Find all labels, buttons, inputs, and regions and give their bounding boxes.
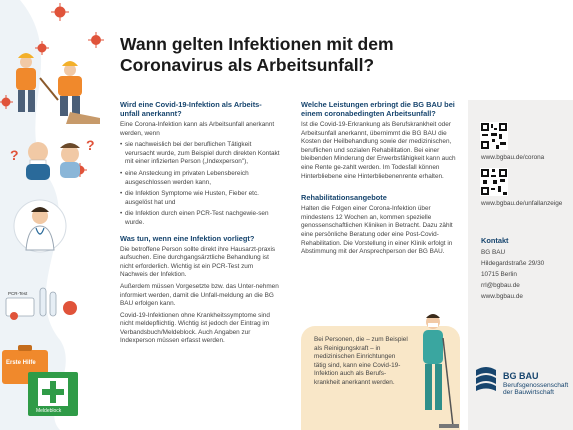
contact-heading: Kontakt xyxy=(481,236,509,245)
bg-bau-logo-text xyxy=(503,373,568,397)
paragraph-what-to-do-2: Außerdem müssen Vorgesetzte bzw. das Unter-nehmen informiert werden, damit die Unfall-meldung an die BG BAU erfolgen kann. xyxy=(120,282,279,308)
doctor-illustration xyxy=(14,200,66,252)
logo-line-1: Berufsgenossenschaft xyxy=(503,381,569,389)
section-heading-what-to-do: Was tun, wenn eine Infektion vorliegt? xyxy=(120,233,255,243)
qr-code-icon[interactable] xyxy=(480,122,508,150)
contact-website[interactable]: www.bgbau.de xyxy=(481,293,523,300)
contact-line: Hildegardstraße 29/30 xyxy=(481,260,545,267)
virus-icon xyxy=(88,32,104,48)
virus-icon xyxy=(51,3,69,21)
list-item: • eine Ansteckung im privaten Lebensbereich ausgeschlossen werden kann, xyxy=(120,170,280,187)
pcr-test-label: PCR-Test xyxy=(8,291,28,296)
cleaner-illustration xyxy=(409,308,459,430)
contact-line: BG BAU xyxy=(481,249,506,256)
list-item: • die Infektion durch einen PCR-Test nachgewie-sen wurde. xyxy=(120,210,280,227)
paragraph-recognition-intro: Eine Corona-Infektion kann als Arbeitsunfall anerkannt werden, wenn xyxy=(120,121,275,137)
link-unfallanzeige[interactable]: www.bgbau.de/unfallanzeige xyxy=(481,200,563,207)
column-left xyxy=(120,100,280,349)
title-line-1: Wann gelten Infektionen mit dem xyxy=(120,34,394,54)
section-heading-rehabilitation: Rehabilitationsangebote xyxy=(301,193,387,203)
page-title xyxy=(120,34,450,76)
link-corona[interactable]: www.bgbau.de/corona xyxy=(481,154,545,161)
list-item: • sie nachweislich bei der beruflichen Tätigkeit verursacht wurde, zum Beispiel durch direkten Kontakt mit einer infizierten Person („Indexperson"), xyxy=(120,141,280,167)
logo-name: BG BAU xyxy=(503,371,539,381)
contact-email[interactable]: rrl@bgbau.de xyxy=(481,282,520,289)
title-line-2: Coronavirus als Arbeitsunfall? xyxy=(120,55,375,75)
criteria-list xyxy=(120,141,280,227)
list-item: • die Infektion Symptome wie Husten, Fieber etc. ausgelöst hat und xyxy=(120,190,280,207)
column-middle xyxy=(301,100,459,260)
callout-text: Bei Personen, die – zum Beispiel als Reinigungskraft – in medizinischen Einrichtungen tätig sind, kann eine Covid-19-Infektion auch als Berufs-krankheit anerkannt werden. xyxy=(314,336,408,386)
paragraph-rehabilitation: Halten die Folgen einer Corona-Infektion über mindestens 12 Wochen an, kommen spezielle genossenschaftlichen Kliniken in Betracht. Dazu zählt eine persönliche Beratung oder eine Post-Covid-Rehabilitation. Die Vorstellung in einer Klinik erfolgt in Abstimmung mit der Ansprechperson der BG BAU. xyxy=(301,205,453,256)
first-aid-label: Erste Hilfe xyxy=(6,360,36,366)
contact-block xyxy=(481,247,544,302)
info-callout xyxy=(301,326,460,430)
section-heading-recognition: Wird eine Covid-19-Infektion als Arbeits-unfall anerkannt? xyxy=(120,100,262,118)
qr-code-icon[interactable] xyxy=(480,168,508,196)
illustration-column xyxy=(0,0,115,430)
svg-text:?: ? xyxy=(86,137,95,153)
svg-text:?: ? xyxy=(10,147,19,163)
logo-line-2: der Bauwirtschaft xyxy=(503,389,554,397)
paragraph-what-to-do-1: Die betroffene Person sollte direkt ihre Hausarzt-praxis aufsuchen. Eine durchgangsärztliche Behandlung ist nicht erforderlich. Wichtig ist ein PCR-Test zum Nachweis der Infektion. xyxy=(120,245,276,279)
paragraph-benefits: Ist die Covid-19-Erkrankung als Berufskrankheit oder Arbeitsunfall anerkannt, übernimmt die BG BAU die Kosten der Heilbehandlung sowie der medizinischen, beruflichen und sozialen Rehabilitation. Bei einer bleibenden Minderung der Erwerbsfähigkeit kann auch eine Rente ge-zahlt werden. Im Todesfall können Hinterbliebene eine Hinterbliebenenrente erhalten. xyxy=(301,121,456,180)
section-heading-benefits: Welche Leistungen erbringt die BG BAU bei einem coronabedingten Arbeitsunfall? xyxy=(301,100,455,118)
report-book-label: Meldeblock xyxy=(36,408,62,414)
bg-bau-logo-icon xyxy=(472,366,500,392)
contact-line: 10715 Berlin xyxy=(481,271,517,278)
paragraph-what-to-do-3: Covid-19-Infektionen ohne Krankheitssymptome sind nicht meldepflichtig. Wichtig ist jedoch der Eintrag im Verbandsbuch/Meldeblock. Auch Angaben zur Indexperson müssen erfasst werden. xyxy=(120,311,270,345)
